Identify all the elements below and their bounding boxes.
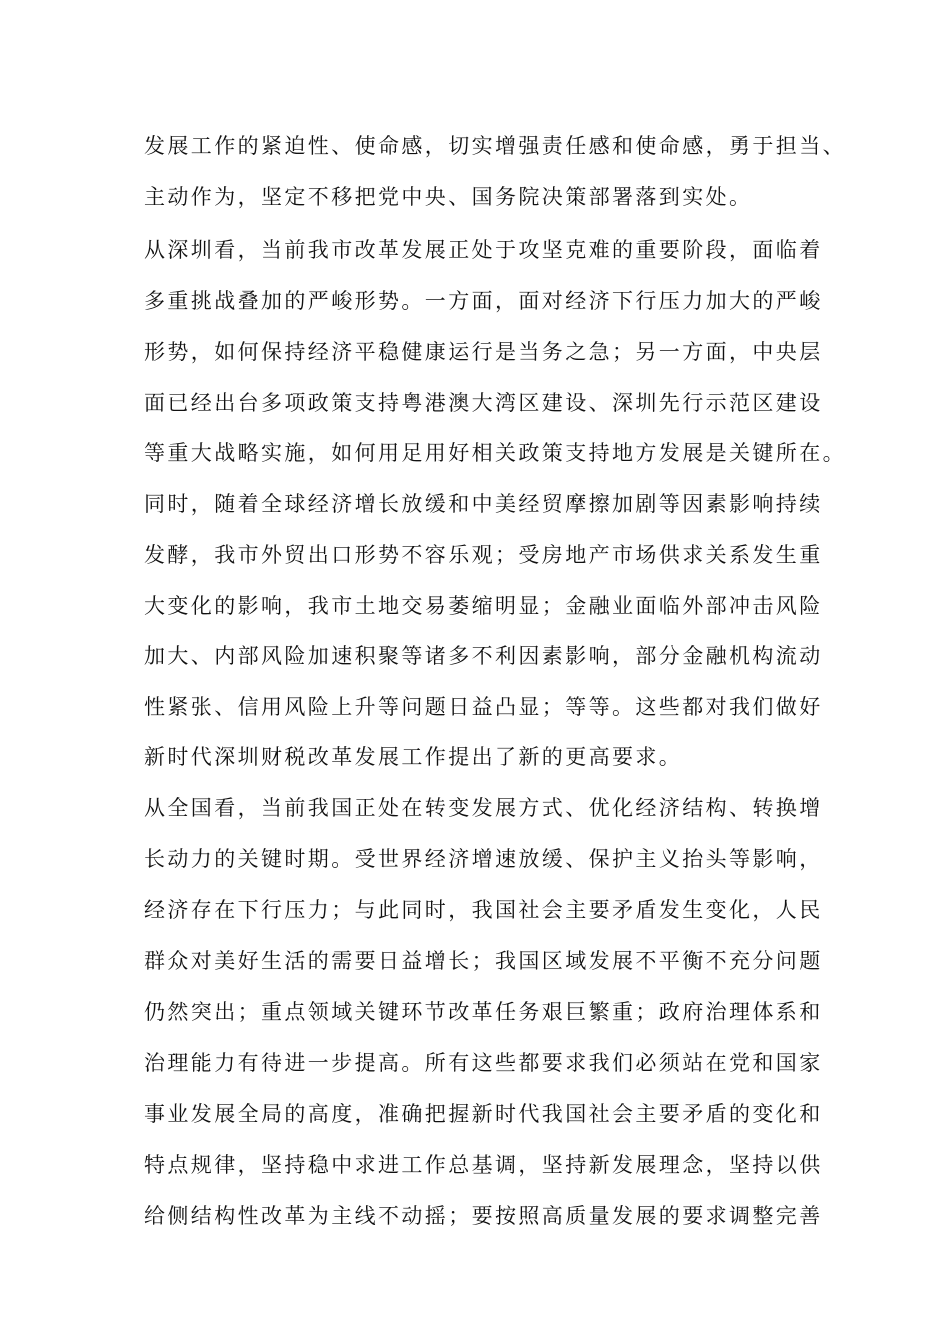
text-line: 性紧张、信用风险上升等问题日益凸显；等等。这些都对我们做好: [144, 695, 823, 719]
text-line: 给侧结构性改革为主线不动摇；要按照高质量发展的要求调整完善: [144, 1204, 823, 1228]
text-line: 特点规律，坚持稳中求进工作总基调，坚持新发展理念，坚持以供: [144, 1153, 823, 1177]
text-line: 同时，随着全球经济增长放缓和中美经贸摩擦加剧等因素影响持续: [144, 492, 823, 516]
text-line: 大变化的影响，我市土地交易萎缩明显；金融业面临外部冲击风险: [144, 594, 823, 618]
text-line: 新时代深圳财税改革发展工作提出了新的更高要求。: [144, 745, 683, 769]
text-line: 治理能力有待进一步提高。所有这些都要求我们必须站在党和国家: [144, 1051, 823, 1075]
text-line: 长动力的关键时期。受世界经济增速放缓、保护主义抬头等影响，: [144, 847, 823, 871]
text-line: 主动作为，坚定不移把党中央、国务院决策部署落到实处。: [144, 185, 753, 209]
text-line: 加大、内部风险加速积聚等诸多不利因素影响，部分金融机构流动: [144, 644, 823, 668]
text-line: 仍然突出；重点领域关键环节改革任务艰巨繁重；政府治理体系和: [144, 1000, 823, 1024]
text-line: 多重挑战叠加的严峻形势。一方面，面对经济下行压力加大的严峻: [144, 289, 823, 313]
text-line: 发酵，我市外贸出口形势不容乐观；受房地产市场供求关系发生重: [144, 543, 823, 567]
text-line: 形势，如何保持经济平稳健康运行是当务之急；另一方面，中央层: [144, 340, 823, 364]
text-line: 事业发展全局的高度，准确把握新时代我国社会主要矛盾的变化和: [144, 1102, 823, 1126]
text-line: 等重大战略实施，如何用足用好相关政策支持地方发展是关键所在。: [144, 441, 846, 465]
text-line: 发展工作的紧迫性、使命感，切实增强责任感和使命感，勇于担当、: [144, 134, 846, 158]
paragraph-start-line: 从全国看，当前我国正处在转变发展方式、优化经济结构、转换增: [144, 796, 823, 820]
paragraph-start-line: 从深圳看，当前我市改革发展正处于攻坚克难的重要阶段，面临着: [144, 238, 823, 262]
text-line: 经济存在下行压力；与此同时，我国社会主要矛盾发生变化，人民: [144, 898, 823, 922]
text-line: 面已经出台多项政策支持粤港澳大湾区建设、深圳先行示范区建设: [144, 391, 823, 415]
text-line: 群众对美好生活的需要日益增长；我国区域发展不平衡不充分问题: [144, 949, 823, 973]
